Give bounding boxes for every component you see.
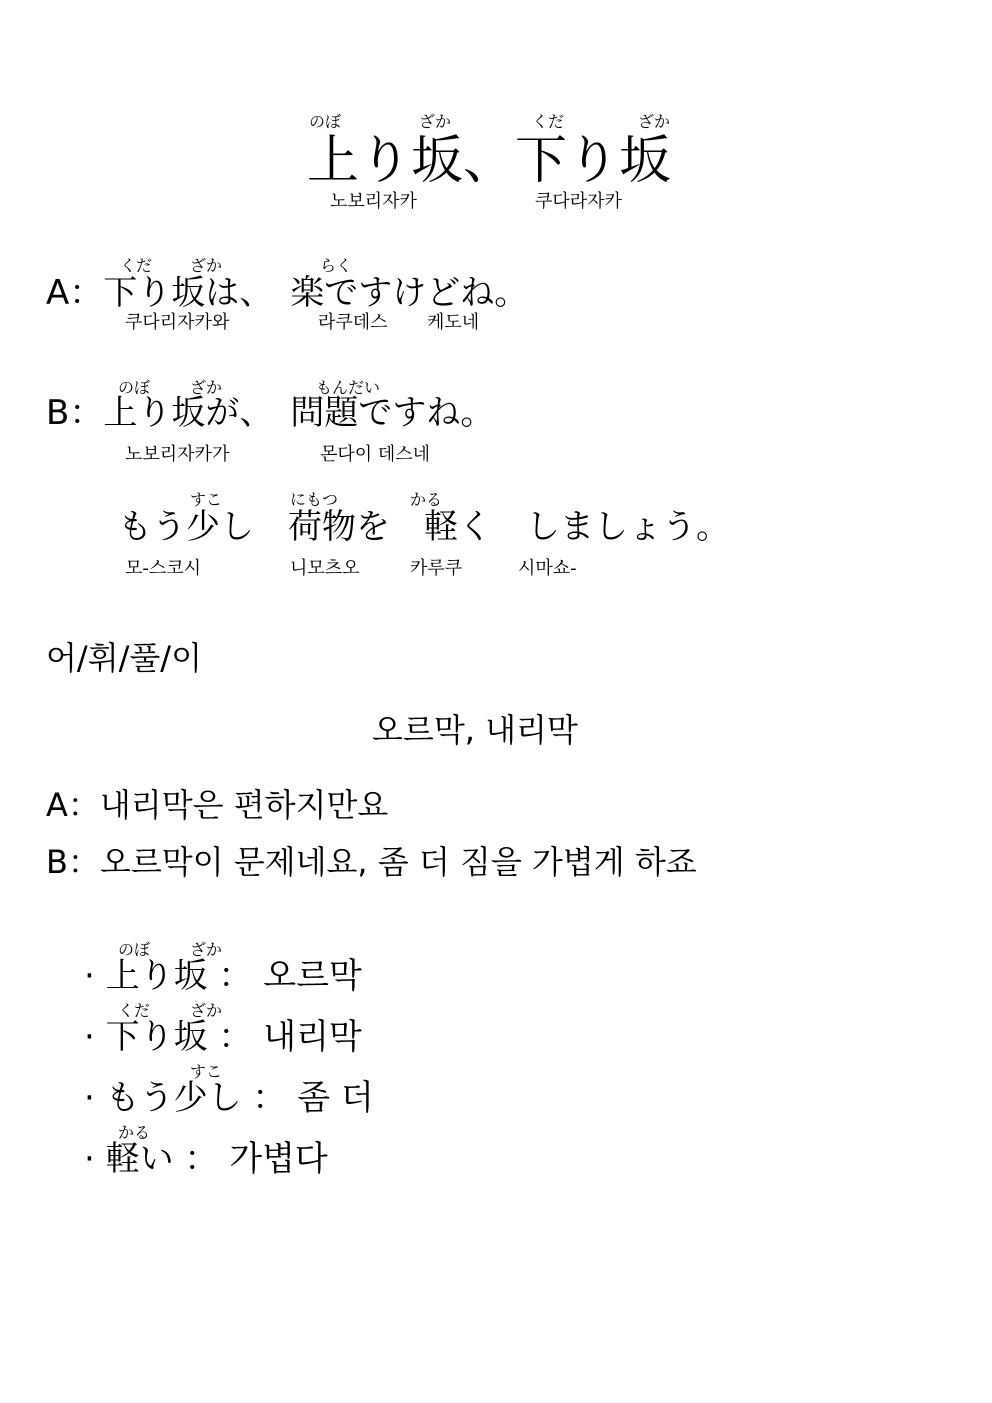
korean-pronunciation: 카루쿠: [410, 558, 463, 579]
korean-pronunciation: 쿠다리자카와: [125, 312, 230, 333]
korean-pronunciation: 쿠다라자카: [535, 191, 622, 212]
ruby-reading: くだ: [118, 1001, 151, 1020]
ruby-reading: のぼ: [118, 378, 151, 397]
translation-line: A：내리막은 편하지만요: [46, 786, 389, 824]
korean-pronunciation: 케도네: [427, 312, 480, 333]
korean-pronunciation: 시마쇼-: [518, 558, 577, 579]
ruby-reading: ざか: [190, 378, 223, 397]
vocab-item: · 上り坂 ： 오르막: [84, 956, 362, 996]
ruby-reading: のぼ: [309, 112, 342, 131]
ruby-reading: にもつ: [290, 490, 339, 509]
ruby-reading: かる: [410, 490, 443, 509]
vocab-item: · もう少し ： 좀 더: [84, 1078, 374, 1118]
dialogue-line: A：下り坂は、 楽ですけどね。: [46, 273, 529, 313]
ruby-reading: すこ: [190, 490, 223, 509]
ruby-reading: くだ: [532, 112, 565, 131]
korean-pronunciation: 몬다이 데스네: [320, 444, 431, 465]
ruby-reading: ざか: [190, 256, 223, 275]
ruby-reading: ざか: [638, 112, 671, 131]
korean-pronunciation: 라쿠데스: [318, 312, 388, 333]
page-title: 上り坂、下り坂: [307, 131, 672, 191]
ruby-reading: すこ: [190, 1062, 223, 1081]
korean-pronunciation: 노보리자카가: [125, 444, 230, 465]
ruby-reading: もんだい: [316, 378, 381, 397]
ruby-reading: ざか: [419, 112, 452, 131]
vocab-item: · 下り坂 ： 내리막: [84, 1017, 362, 1057]
ruby-reading: のぼ: [118, 940, 151, 959]
korean-pronunciation: 모-스코시: [125, 558, 202, 579]
dialogue-line: B：上り坂が、 問題ですね。: [46, 393, 495, 433]
translation-line: B：오르막이 문제네요, 좀 더 짐을 가볍게 하죠: [46, 843, 697, 881]
korean-pronunciation: 노보리자카: [330, 191, 417, 212]
dialogue-line: もう少し 荷物を 軽く しましょう。: [118, 507, 730, 547]
vocab-item: · 軽い ： 가볍다: [84, 1139, 328, 1179]
ruby-reading: ざか: [190, 1001, 223, 1020]
ruby-reading: ざか: [190, 940, 223, 959]
korean-pronunciation: 니모츠오: [290, 558, 360, 579]
translation-title: 오르막, 내리막: [372, 711, 578, 749]
ruby-reading: らく: [320, 256, 353, 275]
ruby-reading: くだ: [120, 256, 153, 275]
section-heading: 어/휘/풀/이: [46, 639, 202, 677]
ruby-reading: かる: [118, 1123, 151, 1142]
